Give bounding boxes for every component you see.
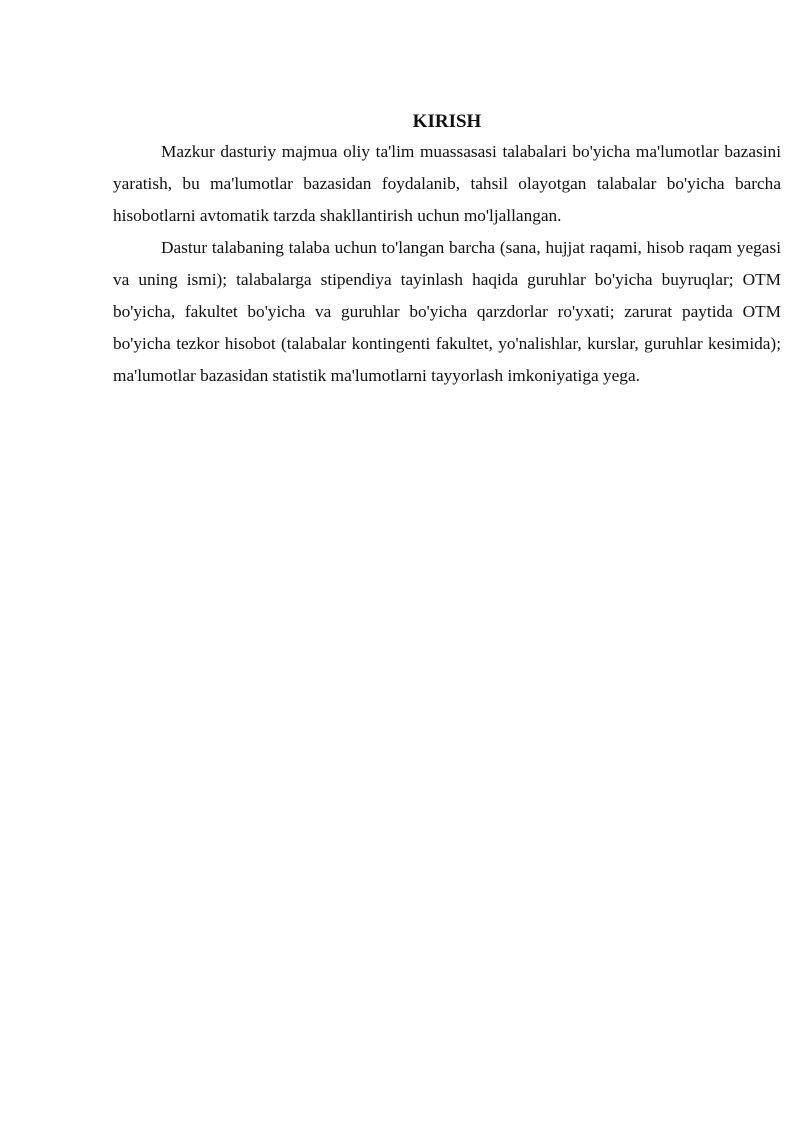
section-title: KIRISH <box>412 111 482 132</box>
document-body <box>113 108 781 392</box>
paragraph-2: Dastur talabaning talaba uchun to'langan barcha (sana, hujjat raqami, hisob raqam yegasi va uning ismi); talabalarga stipendiya tayinlash haqida guruhlar bo'yicha buyruqlar; OTM bo'yicha, fakultet bo'yicha va guruhlar bo'yicha qarzdorlar ro'yxati; zarurat paytida OTM bo'yicha tezkor hisobot (talabalar kontingenti fakultet, yo'nalishlar, kurslar, guruhlar kesimida); ma'lumotlar bazasidan statistik ma'lumotlarni tayyorlash imkoniyatiga yega. <box>113 238 781 385</box>
paragraph-1: Mazkur dasturiy majmua oliy ta'lim muassasasi talabalari bo'yicha ma'lumotlar bazasini yaratish, bu ma'lumotlar bazasidan foydalanib, tahsil olayotgan talabalar bo'yicha barcha hisobotlarni avtomatik tarzda shakllantirish uchun mo'ljallangan. <box>113 142 781 225</box>
